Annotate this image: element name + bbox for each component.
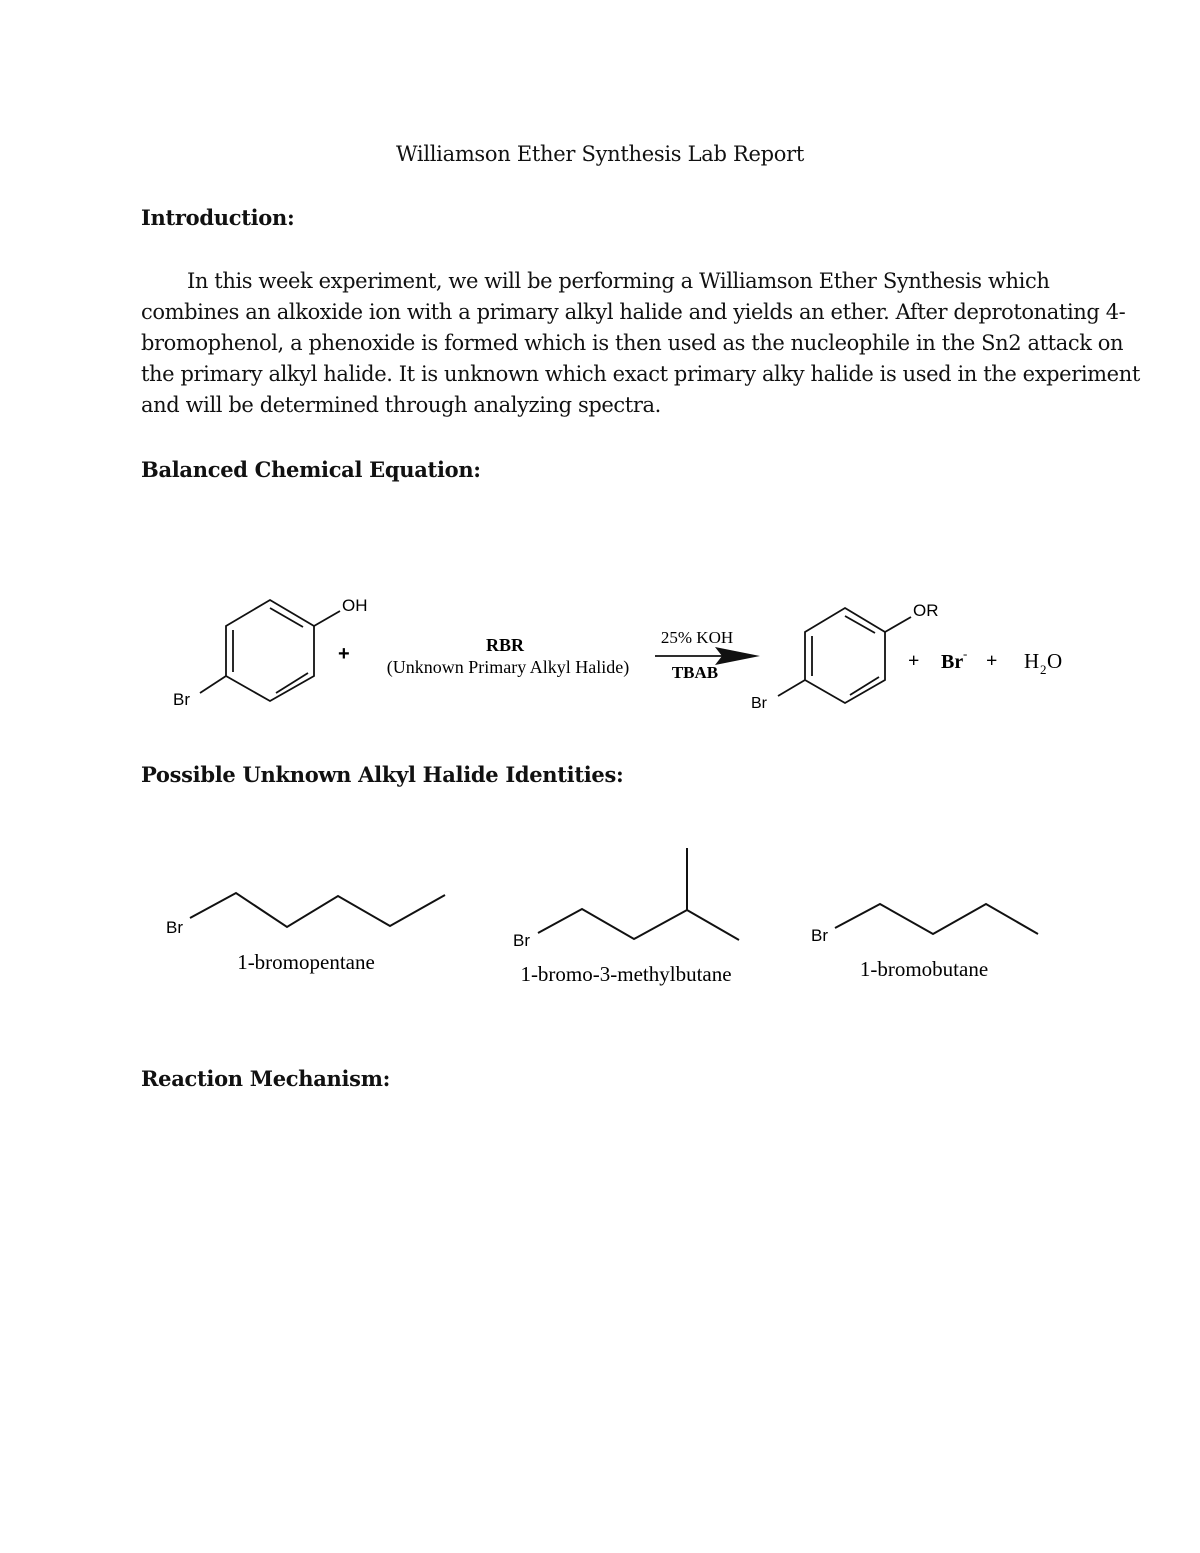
plus-sign: +	[986, 650, 998, 672]
paragraph-line: and will be determined through analyzing spectra.	[141, 393, 661, 417]
arrow-reagent-bottom: TBAB	[671, 663, 719, 682]
bromobutane-structure	[811, 904, 1038, 981]
arrow-reagent-top: 25% KOH	[660, 628, 734, 647]
halide-name-label: 1-bromobutane	[859, 957, 989, 981]
bromophenol-structure	[200, 600, 340, 701]
halide-name-label: 1-bromopentane	[237, 950, 375, 974]
product-ether-structure	[778, 608, 911, 703]
bromine-label: Br	[173, 690, 190, 709]
equation-heading: Balanced Chemical Equation:	[141, 457, 481, 482]
bromopentane-structure	[166, 893, 445, 974]
bromine-label: Br	[166, 918, 183, 937]
bromide-charge: -	[963, 646, 968, 661]
halides-heading: Possible Unknown Alkyl Halide Identities:	[141, 762, 624, 787]
paragraph-line: In this week experiment, we will be performing a Williamson Ether Synthesis which	[187, 269, 1050, 293]
water-h-label: H	[1024, 649, 1040, 673]
bromine-label: Br	[811, 926, 828, 945]
mechanism-heading: Reaction Mechanism:	[141, 1066, 391, 1091]
paragraph-line: bromophenol, a phenoxide is formed which is then used as the nucleophile in the Sn2 attack on	[141, 331, 1124, 355]
bromide-ion-label: Br	[941, 651, 964, 673]
hydroxyl-label: OH	[342, 596, 368, 615]
alkoxy-label: OR	[913, 601, 939, 620]
bromine-label: Br	[513, 931, 530, 950]
introduction-paragraph	[141, 266, 1140, 421]
reaction-equation-figure	[0, 560, 1200, 730]
product-bromine-label: Br	[751, 695, 767, 712]
plus-sign: +	[338, 643, 350, 665]
document-title: Williamson Ether Synthesis Lab Report	[396, 142, 804, 166]
bromomethylbutane-structure	[513, 848, 739, 986]
introduction-heading: Introduction:	[141, 205, 295, 230]
paragraph-line: combines an alkoxide ion with a primary alkyl halide and yields an ether. After deprotonating 4-	[141, 300, 1126, 324]
paragraph-line: the primary alkyl halide. It is unknown which exact primary alky halide is used in the experiment	[141, 362, 1140, 386]
plus-sign: +	[908, 650, 920, 672]
water-o-label: O	[1047, 649, 1063, 673]
halide-name-label: 1-bromo-3-methylbutane	[520, 962, 732, 986]
reagent-rbr-label: RBR	[485, 635, 525, 655]
alkyl-halide-figure	[0, 840, 1200, 1000]
reagent-description: (Unknown Primary Alkyl Halide)	[386, 657, 630, 677]
water-subscript: 2	[1040, 662, 1047, 677]
